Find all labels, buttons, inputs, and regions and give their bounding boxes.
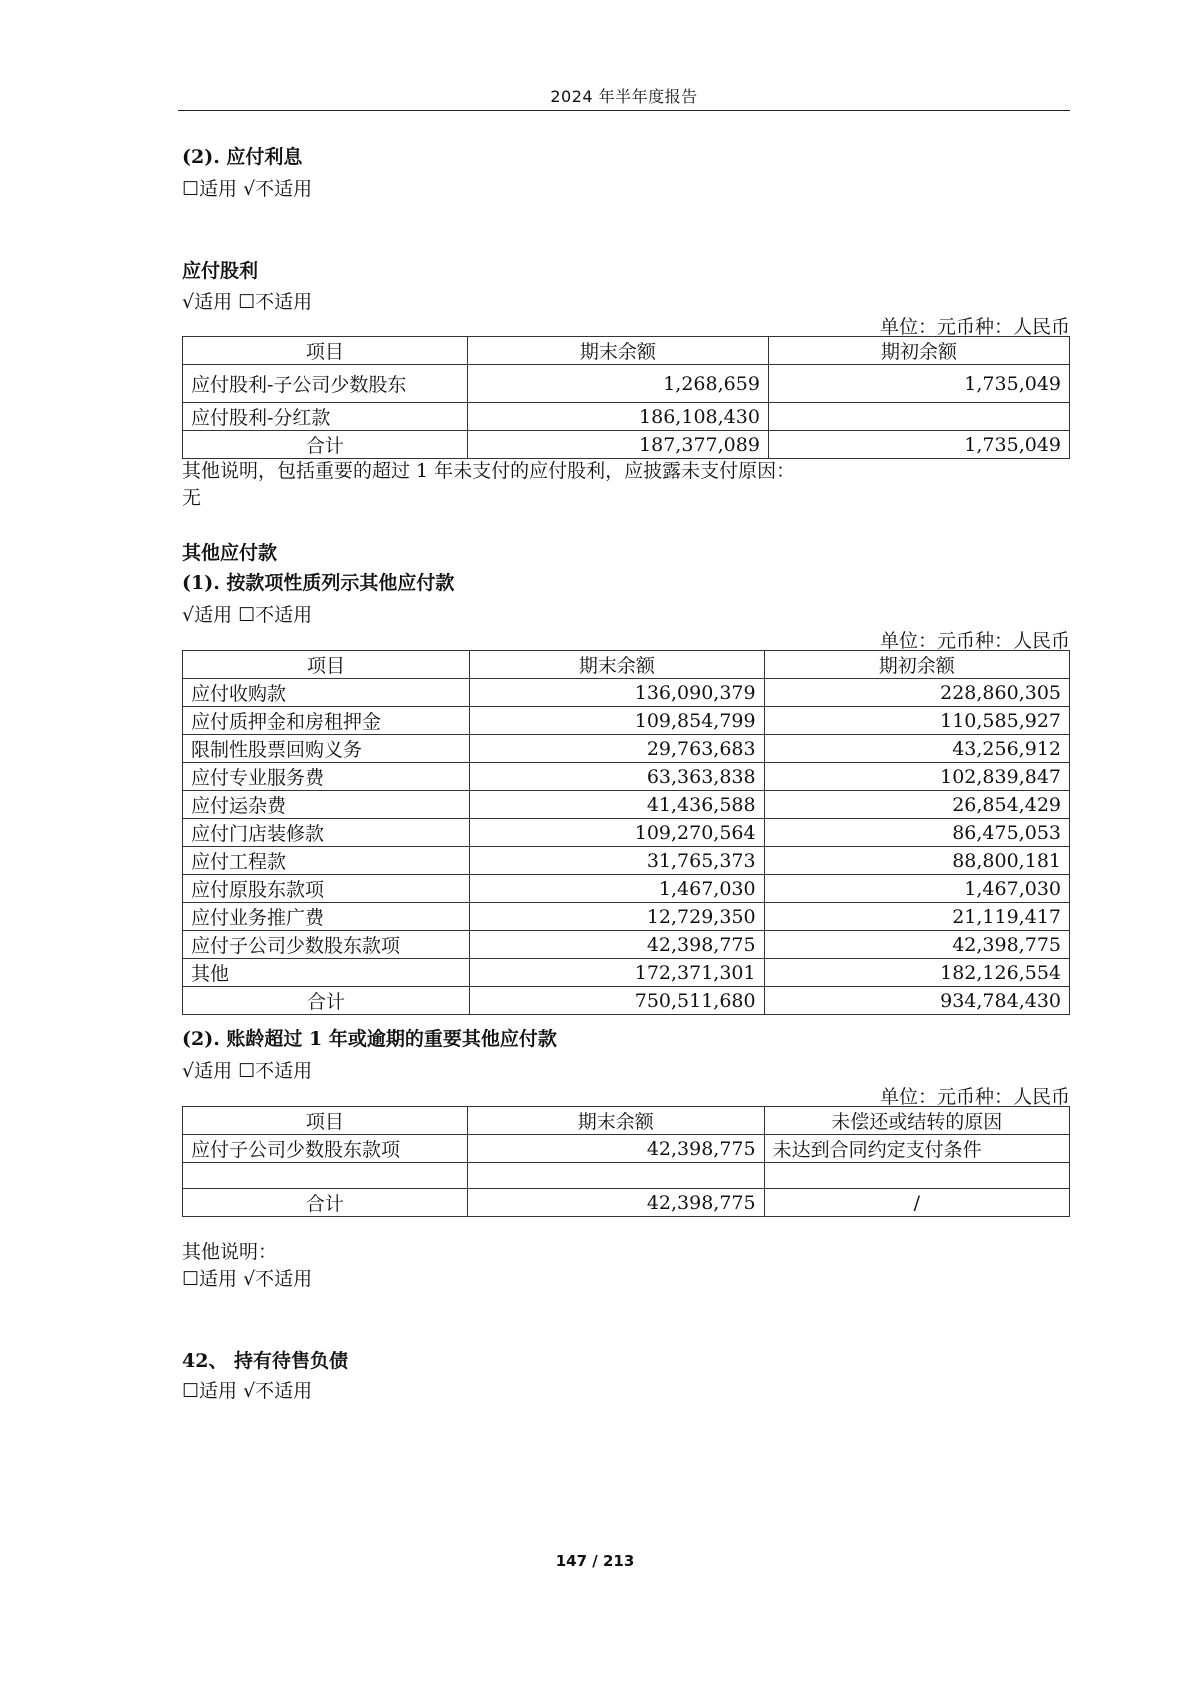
closing-balance-cell: 12,729,350	[470, 903, 765, 931]
header-cell: 项目	[183, 1107, 468, 1135]
held-for-sale-liabilities-applicability: ☐适用 √不适用	[182, 1380, 313, 1402]
other-payables-table	[182, 650, 1070, 1015]
dividends-note: 其他说明，包括重要的超过 1 年未支付的应付股利，应披露未支付原因：	[182, 460, 796, 482]
table-row	[183, 931, 1070, 959]
table-row	[183, 403, 1070, 431]
closing-balance-cell: 109,270,564	[470, 819, 765, 847]
interest-payable-title: (2). 应付利息	[182, 146, 303, 168]
item-cell: 应付质押金和房租押金	[183, 707, 470, 735]
item-cell: 应付运杂费	[183, 791, 470, 819]
table-total-row	[183, 1189, 1070, 1217]
opening-balance-cell: 228,860,305	[764, 679, 1069, 707]
closing-balance-cell: 63,363,838	[470, 763, 765, 791]
table-header-row	[183, 651, 1070, 679]
item-cell	[183, 1163, 468, 1189]
table-row	[183, 763, 1070, 791]
item-cell: 应付门店装修款	[183, 819, 470, 847]
closing-balance-cell: 172,371,301	[470, 959, 765, 987]
dividends-unit-label: 单位：元币种：人民币	[879, 316, 1070, 338]
table-row	[183, 365, 1070, 403]
page-number: 147 / 213	[555, 1552, 635, 1570]
dividends-note-value: 无	[182, 487, 202, 509]
aged-payables-note-applicability: ☐适用 √不适用	[182, 1268, 313, 1290]
closing-balance-cell: 42,398,775	[467, 1135, 764, 1163]
opening-balance-cell: 88,800,181	[764, 847, 1069, 875]
item-cell: 应付业务推广费	[183, 903, 470, 931]
closing-balance-cell: 1,467,030	[470, 875, 765, 903]
closing-balance-cell: 29,763,683	[470, 735, 765, 763]
dividends-payable-title: 应付股利	[182, 260, 259, 282]
opening-balance-cell: 102,839,847	[764, 763, 1069, 791]
table-row	[183, 875, 1070, 903]
table-header-row	[183, 337, 1070, 365]
aged-payables-applicability: √适用 ☐不适用	[182, 1060, 313, 1082]
table-total-row	[183, 987, 1070, 1015]
other-payables-subtitle: (1). 按款项性质列示其他应付款	[182, 572, 455, 594]
table-row	[183, 1163, 1070, 1189]
closing-balance-cell: 42,398,775	[470, 931, 765, 959]
opening-balance-cell: 1,467,030	[764, 875, 1069, 903]
other-payables-applicability: √适用 ☐不适用	[182, 604, 313, 626]
header-cell: 期初余额	[764, 651, 1069, 679]
reason-cell: 未达到合同约定支付条件	[764, 1135, 1069, 1163]
other-payables-unit-label: 单位：元币种：人民币	[879, 630, 1070, 652]
opening-balance-cell: 86,475,053	[764, 819, 1069, 847]
opening-balance-cell: 43,256,912	[764, 735, 1069, 763]
closing-balance-cell: 109,854,799	[470, 707, 765, 735]
aged-payables-unit-label: 单位：元币种：人民币	[879, 1086, 1070, 1108]
closing-balance-cell: 31,765,373	[470, 847, 765, 875]
header-cell: 期初余额	[768, 337, 1069, 365]
table-total-row	[183, 431, 1070, 459]
interest-payable-applicability: ☐适用 √不适用	[182, 178, 313, 200]
closing-balance-cell: 136,090,379	[470, 679, 765, 707]
item-cell: 应付股利-子公司少数股东	[183, 365, 468, 403]
dividends-payable-applicability: √适用 ☐不适用	[182, 291, 313, 313]
header-cell: 期末余额	[467, 1107, 764, 1135]
dividends-payable-table	[182, 336, 1070, 459]
aged-payables-title: (2). 账龄超过 1 年或逾期的重要其他应付款	[182, 1028, 557, 1050]
header-cell: 项目	[183, 337, 468, 365]
header-cell: 未偿还或结转的原因	[764, 1107, 1069, 1135]
opening-balance-cell: 1,735,049	[768, 431, 1069, 459]
opening-balance-cell: 21,119,417	[764, 903, 1069, 931]
table-header-row	[183, 1107, 1070, 1135]
header-cell: 项目	[183, 651, 470, 679]
aged-payables-note: 其他说明：	[182, 1241, 278, 1263]
header-cell: 期末余额	[467, 337, 768, 365]
item-cell: 合计	[183, 987, 470, 1015]
held-for-sale-liabilities-title: 42、 持有待售负债	[182, 1350, 349, 1372]
opening-balance-cell: 110,585,927	[764, 707, 1069, 735]
item-cell: 合计	[183, 431, 468, 459]
table-row	[183, 1135, 1070, 1163]
closing-balance-cell: 1,268,659	[467, 365, 768, 403]
item-cell: 应付原股东款项	[183, 875, 470, 903]
table-row	[183, 735, 1070, 763]
table-row	[183, 959, 1070, 987]
item-cell: 合计	[183, 1189, 468, 1217]
reason-cell: /	[764, 1189, 1069, 1217]
page-header: 2024 年半年度报告	[550, 87, 698, 106]
table-row	[183, 819, 1070, 847]
closing-balance-cell: 42,398,775	[467, 1189, 764, 1217]
table-row	[183, 679, 1070, 707]
reason-cell	[764, 1163, 1069, 1189]
other-payables-title: 其他应付款	[182, 542, 278, 564]
item-cell: 其他	[183, 959, 470, 987]
opening-balance-cell	[768, 403, 1069, 431]
opening-balance-cell: 182,126,554	[764, 959, 1069, 987]
item-cell: 限制性股票回购义务	[183, 735, 470, 763]
item-cell: 应付工程款	[183, 847, 470, 875]
opening-balance-cell: 42,398,775	[764, 931, 1069, 959]
aged-payables-table	[182, 1106, 1070, 1217]
table-row	[183, 791, 1070, 819]
item-cell: 应付子公司少数股东款项	[183, 1135, 468, 1163]
closing-balance-cell	[467, 1163, 764, 1189]
item-cell: 应付股利-分红款	[183, 403, 468, 431]
opening-balance-cell: 26,854,429	[764, 791, 1069, 819]
header-rule	[178, 110, 1070, 111]
closing-balance-cell: 750,511,680	[470, 987, 765, 1015]
opening-balance-cell: 1,735,049	[768, 365, 1069, 403]
table-row	[183, 847, 1070, 875]
header-cell: 期末余额	[470, 651, 765, 679]
table-row	[183, 707, 1070, 735]
closing-balance-cell: 187,377,089	[467, 431, 768, 459]
item-cell: 应付专业服务费	[183, 763, 470, 791]
opening-balance-cell: 934,784,430	[764, 987, 1069, 1015]
item-cell: 应付收购款	[183, 679, 470, 707]
closing-balance-cell: 41,436,588	[470, 791, 765, 819]
closing-balance-cell: 186,108,430	[467, 403, 768, 431]
table-row	[183, 903, 1070, 931]
item-cell: 应付子公司少数股东款项	[183, 931, 470, 959]
